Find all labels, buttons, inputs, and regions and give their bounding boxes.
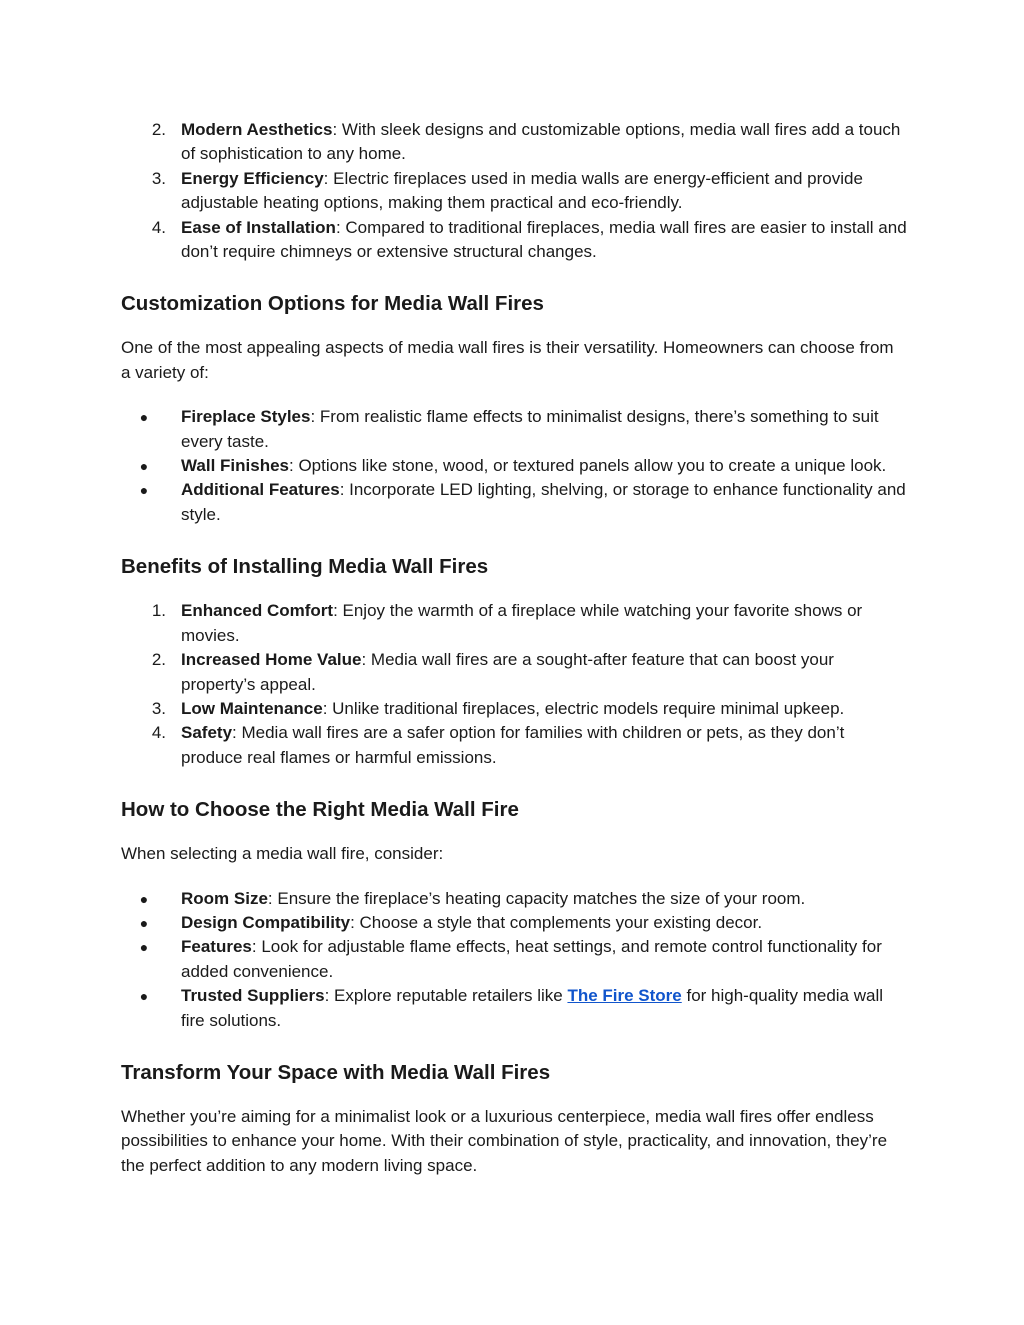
benefits-numbered-list [121, 599, 907, 770]
list-item-text: : Choose a style that complements your existing decor. [350, 912, 763, 932]
list-item-term: Design Compatibility [181, 912, 351, 932]
list-item-term: Ease of Installation [181, 217, 336, 237]
list-item-term: Trusted Suppliers [181, 986, 325, 1006]
list-item [121, 697, 907, 721]
bullet-icon: ● [139, 409, 149, 426]
list-item-text: : Ensure the fireplace’s heating capacity matches the size of your room. [267, 888, 806, 908]
list-item-term: Low Maintenance [181, 698, 323, 718]
section-heading-transform: Transform Your Space with Media Wall Fires [121, 1060, 551, 1084]
list-number: 1. [151, 601, 166, 621]
bullet-icon: ● [139, 939, 149, 956]
list-item-text: : Enjoy the warmth of a fireplace while watching your favorite shows or movies. [181, 601, 863, 645]
bullet-icon: ● [139, 890, 149, 907]
list-item [121, 405, 907, 454]
section-heading-customization: Customization Options for Media Wall Fires [121, 292, 544, 316]
list-item-text: : Unlike traditional fireplaces, electric models require minimal upkeep. [322, 698, 845, 718]
list-item-term: Wall Finishes [181, 456, 290, 476]
list-number: 3. [151, 168, 166, 188]
list-item-term: Increased Home Value [181, 650, 362, 670]
document-page [121, 118, 907, 1178]
list-item-text: : With sleek designs and customizable options, media wall fires add a touch of sophistication to any home. [181, 120, 901, 164]
list-item-term: Features [181, 937, 252, 957]
section-paragraph-customization: One of the most appealing aspects of media wall fires is their versatility. Homeowners can choose from a variety of: [121, 338, 894, 382]
list-item-term: Room Size [181, 888, 268, 908]
choose-bullet-list [121, 887, 907, 1033]
list-number: 3. [151, 698, 166, 718]
list-item [121, 648, 907, 697]
list-item-term: Additional Features [181, 480, 340, 500]
list-item-trusted-suppliers [121, 984, 907, 1033]
list-item-text: : Look for adjustable flame effects, heat settings, and remote control functionality for added convenience. [181, 937, 882, 981]
intro-numbered-list [121, 118, 907, 264]
list-item-text: : Options like stone, wood, or textured panels allow you to create a unique look. [289, 456, 887, 476]
section-paragraph-choose: When selecting a media wall fire, consider: [121, 844, 444, 864]
section-paragraph-transform: Whether you’re aiming for a minimalist look or a luxurious centerpiece, media wall fires offer endless possibilities to enhance your home. With their combination of style, practicality, and innovation, they’re the perfect addition to any modern living space. [121, 1106, 888, 1175]
list-item [121, 887, 907, 911]
list-item [121, 167, 907, 216]
list-item-text: : Electric fireplaces used in media walls are energy-efficient and provide adjustable heating options, making them practical and eco-friendly. [181, 168, 863, 213]
section-heading-choose: How to Choose the Right Media Wall Fire [121, 798, 519, 822]
bullet-icon: ● [139, 988, 149, 1005]
list-item [121, 935, 907, 984]
list-item-text: : Explore reputable retailers like [324, 986, 568, 1006]
list-item-text: : From realistic flame effects to minimalist designs, there’s something to suit every taste. [181, 407, 879, 451]
list-item-term: Modern Aesthetics [181, 120, 333, 139]
list-item-term: Safety [181, 723, 233, 743]
bullet-icon: ● [139, 914, 149, 931]
list-item-text: : Media wall fires are a safer option for families with children or pets, as they don’t produce real flames or harmful emissions. [181, 723, 845, 767]
list-number: 4. [151, 217, 166, 237]
list-item-term: Fireplace Styles [181, 407, 311, 427]
bullet-icon: ● [139, 458, 149, 475]
list-item [121, 454, 907, 478]
customization-bullet-list [121, 405, 907, 527]
list-item-text: : Compared to traditional fireplaces, media wall fires are easier to install and don’t require chimneys or extensive structural changes. [181, 217, 907, 262]
list-item-text: : Media wall fires are a sought-after feature that can boost your property’s appeal. [181, 650, 834, 694]
list-item [121, 478, 907, 527]
list-item-term: Enhanced Comfort [181, 601, 334, 621]
list-item [121, 911, 907, 935]
the-fire-store-link[interactable]: The Fire Store [567, 986, 682, 1006]
list-item-term: Energy Efficiency [181, 168, 324, 188]
list-item [121, 721, 907, 770]
bullet-icon: ● [139, 482, 149, 499]
section-heading-benefits: Benefits of Installing Media Wall Fires [121, 555, 489, 579]
list-item [121, 216, 907, 265]
list-number: 2. [151, 650, 166, 670]
list-item [121, 599, 907, 648]
list-number: 2. [151, 120, 166, 139]
list-number: 4. [151, 723, 166, 743]
list-item [121, 118, 907, 167]
list-item-text: : Incorporate LED lighting, shelving, or storage to enhance functionality and style. [181, 480, 906, 524]
list-item-text-after: for high-quality media wall fire solutions. [181, 986, 884, 1030]
